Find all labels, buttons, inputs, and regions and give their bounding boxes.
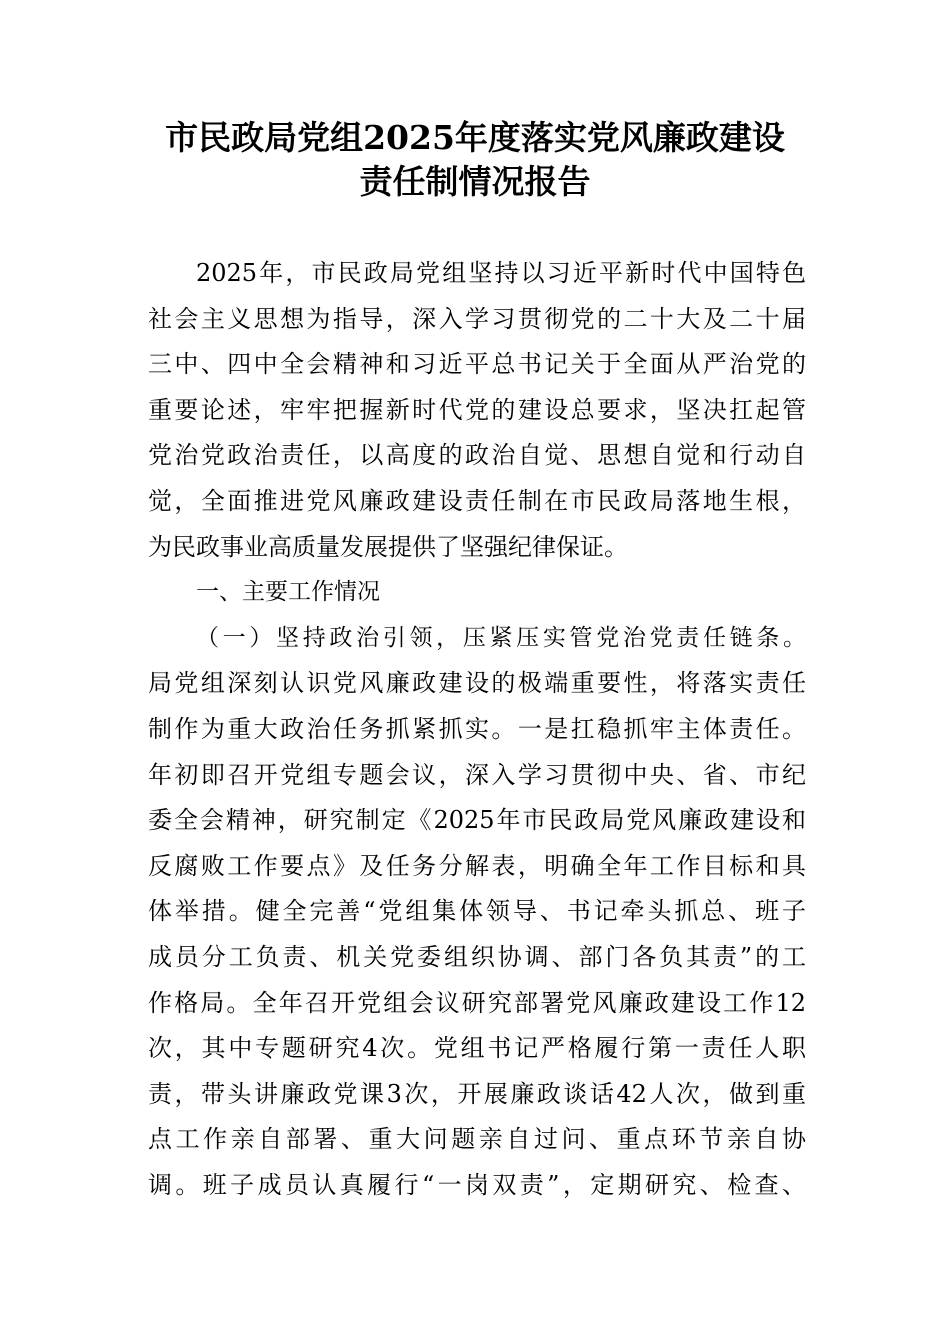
paragraph-1-line: 三中、四中全会精神和习近平总书记关于全面从严治党的: [148, 350, 806, 379]
paragraph-2-line: 体举措。健全完善“党组集体领导、书记牵头抓总、班子: [148, 897, 806, 926]
paragraph-2-line: 责，带头讲廉政党课3次，开展廉政谈话42人次，做到重: [148, 1079, 806, 1108]
paragraph-2-line: 委全会精神，研究制定《2025年市民政局党风廉政建设和: [148, 806, 806, 835]
paragraph-2-line: 次，其中专题研究4次。党组书记严格履行第一责任人职: [148, 1034, 806, 1063]
paragraph-2-line: 成员分工负责、机关党委组织协调、部门各负其责”的工: [148, 942, 806, 971]
paragraph-1-line: 党治党政治责任，以高度的政治自觉、思想自觉和行动自: [148, 441, 806, 470]
paragraph-1-line: 觉，全面推进党风廉政建设责任制在市民政局落地生根，: [148, 486, 806, 515]
paragraph-2-line: 反腐败工作要点》及任务分解表，明确全年工作目标和具: [148, 851, 806, 880]
paragraph-2-line: 局党组深刻认识党风廉政建设的极端重要性，将落实责任: [148, 669, 806, 698]
document-title-line-1: 市民政局党组2025年度落实党风廉政建设: [165, 118, 785, 157]
section-1-heading: 一、主要工作情况: [196, 579, 380, 606]
paragraph-2-line: 作格局。全年召开党组会议研究部署党风廉政建设工作12: [148, 988, 806, 1017]
document-title-line-2: 责任制情况报告: [359, 162, 591, 201]
paragraph-1-line: 为民政事业高质量发展提供了坚强纪律保证。: [148, 532, 628, 561]
subsection-1-heading: （一）坚持政治引领，压紧压实管党治党责任链条。: [196, 624, 806, 651]
paragraph-2-line: 制作为重大政治任务抓紧抓实。一是扛稳抓牢主体责任。: [148, 714, 806, 743]
paragraph-1-line: 社会主义思想为指导，深入学习贯彻党的二十大及二十届: [148, 304, 806, 333]
paragraph-1-line: 2025年，市民政局党组坚持以习近平新时代中国特色: [196, 259, 806, 287]
paragraph-2-line: 年初即召开党组专题会议，深入学习贯彻中央、省、市纪: [148, 760, 806, 789]
paragraph-2-line: 调。班子成员认真履行“一岗双责”，定期研究、检查、: [148, 1170, 806, 1199]
document-body: [148, 251, 806, 1208]
paragraph-1-line: 重要论述，牢牢把握新时代党的建设总要求，坚决扛起管: [148, 395, 806, 424]
paragraph-2-line: 点工作亲自部署、重大问题亲自过问、重点环节亲自协: [148, 1125, 806, 1154]
